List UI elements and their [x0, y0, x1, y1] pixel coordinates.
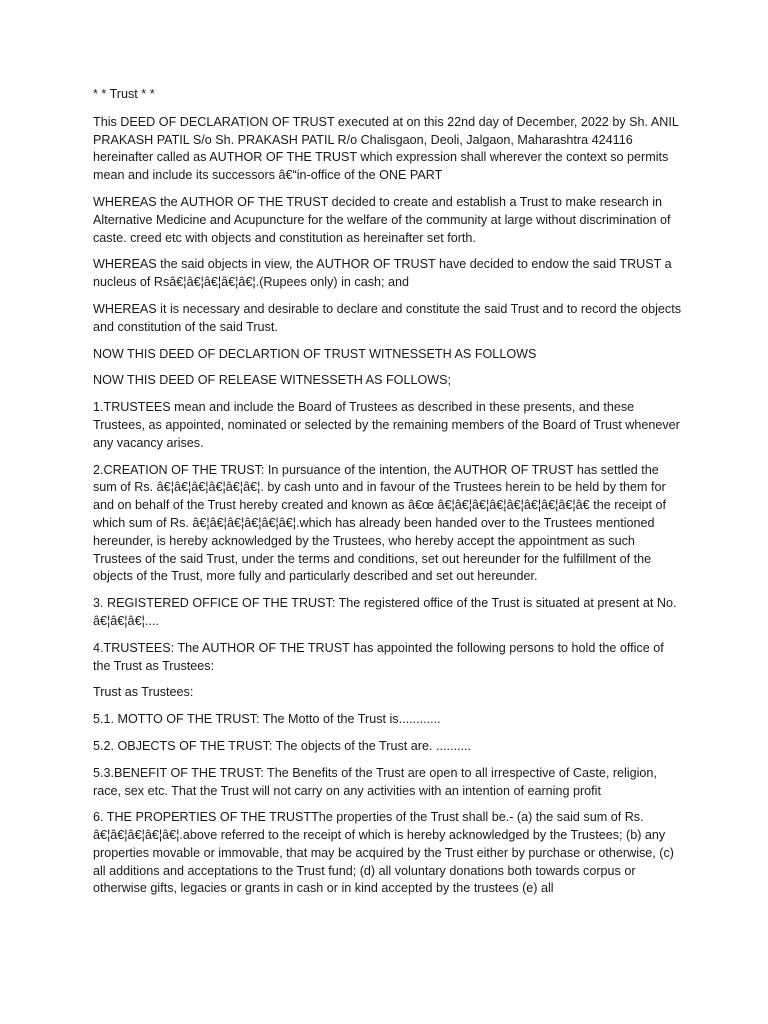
paragraph-whereas-endow: WHEREAS the said objects in view, the AUTHOR OF TRUST have decided to endow the said TRUST a nucleus of Rsâ€¦â€¦â€¦â€¦â€¦.(Rupees only) in cash; and: [93, 257, 672, 290]
document-body: [93, 86, 683, 907]
paragraph-preamble: This DEED OF DECLARATION OF TRUST executed at on this 22nd day of December, 2022 by Sh. ANIL PRAKASH PATIL S/o Sh. PRAKASH PATIL R/o Chalisgaon, Deoli, Jalgaon, Maharashtra 424116 hereinafter called as AUTHOR OF THE TRUST which expression shall wherever the context so permits mean and include its successors â€“in-office of the ONE PART: [93, 114, 679, 183]
document-title: * * Trust * *: [93, 87, 155, 101]
paragraph-witnesseth-declaration: NOW THIS DEED OF DECLARTION OF TRUST WITNESSETH AS FOLLOWS: [93, 346, 537, 361]
paragraph-whereas-declare: WHEREAS it is necessary and desirable to declare and constitute the said Trust and to record the objects and constitution of the said Trust.: [93, 301, 682, 334]
paragraph-trustees-appointed: 4.TRUSTEES: The AUTHOR OF THE TRUST has appointed the following persons to hold the office of the Trust as Trustees:: [93, 640, 664, 673]
paragraph-witnesseth-release: NOW THIS DEED OF RELEASE WITNESSETH AS FOLLOWS;: [93, 373, 452, 388]
paragraph-whereas-author: WHEREAS the AUTHOR OF THE TRUST decided to create and establish a Trust to make research in Alternative Medicine and Acupuncture for the welfare of the community at large without discrimination of caste. creed etc with objects and constitution as hereinafter set forth.: [93, 194, 671, 245]
paragraph-properties: 6. THE PROPERTIES OF THE TRUSTThe properties of the Trust shall be.- (a) the said sum of Rs. â€¦â€¦â€¦â€¦â€¦.above referred to the receipt of which is hereby acknowledged by the Trustees; (b) any properties movable or immovable, that may be acquired by the Trust either by purchase or otherwise, (c) all additions and acceptations to the Trust fund; (d) all voluntary donations both towards corpus or otherwise gifts, legacies or grants in cash or in kind accepted by the trustees (e) all: [93, 810, 674, 896]
paragraph-motto: 5.1. MOTTO OF THE TRUST: The Motto of the Trust is............: [93, 712, 441, 727]
paragraph-objects: 5.2. OBJECTS OF THE TRUST: The objects of the Trust are. ..........: [93, 738, 471, 753]
paragraph-trustees-definition: 1.TRUSTEES mean and include the Board of Trustees as described in these presents, and these Trustees, as appointed, nominated or selected by the remaining members of the Board of Trust whenever any vacancy arises.: [93, 400, 680, 450]
paragraph-registered-office: 3. REGISTERED OFFICE OF THE TRUST: The registered office of the Trust is situated at present at No. â€¦â€¦â€¦....: [93, 596, 677, 628]
paragraph-benefit: 5.3.BENEFIT OF THE TRUST: The Benefits of the Trust are open to all irrespective of Caste, religion, race, sex etc. That the Trust will not carry on any activities with an intention of earning profit: [93, 765, 657, 798]
paragraph-creation-of-trust: 2.CREATION OF THE TRUST: In pursuance of the intention, the AUTHOR OF TRUST has settled the sum of Rs. â€¦â€¦â€¦â€¦â€¦â€¦. by cash unto and in favour of the Trustees herein to be held by them for and on behalf of the Trust hereby created and known as â€œ â€¦â€¦â€¦â€¦â€¦â€¦â€¦â€¦â€ the receipt of which sum of Rs. â€¦â€¦â€¦â€¦â€¦â€¦.which has already been handed over to the Trustees mentioned hereunder, is hereby acknowledged by the Trustees, who hereby accept the appointment as such Trustees of the said Trust, under the terms and conditions, set out hereunder for the fulfillment of the objects of the Trust, more fully and particularly described and set out hereunder.: [93, 462, 666, 584]
paragraph-trust-as-trustees: Trust as Trustees:: [93, 685, 194, 700]
